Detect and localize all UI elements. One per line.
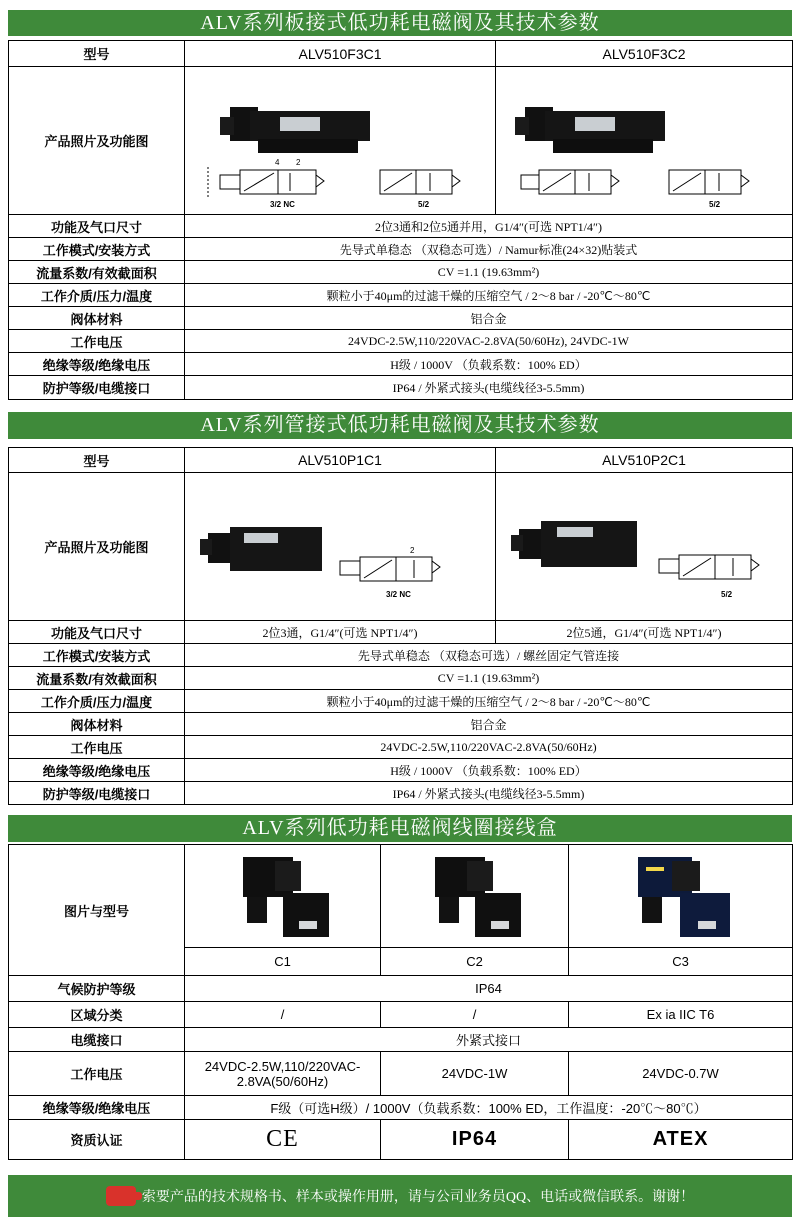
section1-table — [8, 40, 793, 400]
atex-mark — [569, 1120, 793, 1160]
spec-value: H级 / 1000V （负载系数：100% ED） — [185, 759, 793, 782]
spec-label: 工作介质/压力/温度 — [9, 284, 185, 307]
spec-label: 工作电压 — [9, 736, 185, 759]
pointing-hand-icon — [106, 1186, 136, 1206]
spec-value: 外紧式接口 — [185, 1028, 793, 1052]
section2-table — [8, 447, 793, 805]
spec-label: 阀体材料 — [9, 713, 185, 736]
svg-text:2: 2 — [296, 158, 301, 167]
spec-label: 工作模式/安装方式 — [9, 238, 185, 261]
spec-label: 资质认证 — [9, 1120, 185, 1160]
spec-value: 颗粒小于40μm的过滤干燥的压缩空气 / 2～8 bar / -20℃～80℃ — [185, 284, 793, 307]
valve-photo-diagram — [190, 473, 490, 617]
spec-value: 24VDC-2.5W,110/220VAC-2.8VA(50/60Hz) — [185, 736, 793, 759]
spec-value: / — [381, 1002, 569, 1028]
coil-c2-photo — [415, 847, 535, 943]
model-name: ALV510P2C1 — [496, 448, 793, 473]
coil-photo-cell — [185, 845, 381, 948]
spec-label: 绝缘等级/绝缘电压 — [9, 1096, 185, 1120]
spec-value: 24VDC-0.7W — [569, 1052, 793, 1096]
spec-label: 防护等级/电缆接口 — [9, 782, 185, 805]
spec-value: 铝合金 — [185, 713, 793, 736]
spec-value: 先导式单稳态 （双稳态可选）/ Namur标准(24×32)贴装式 — [185, 238, 793, 261]
spec-value: 24VDC-1W — [381, 1052, 569, 1096]
picture-label: 图片与型号 — [9, 845, 185, 976]
symbol-caption: 5/2 — [721, 590, 733, 599]
atex-logo: ATEX — [652, 1128, 709, 1150]
spec-label: 功能及气口尺寸 — [9, 621, 185, 644]
symbol-caption: 3/2 NC — [270, 200, 295, 209]
coil-model: C1 — [185, 948, 381, 976]
spec-label: 阀体材料 — [9, 307, 185, 330]
model-name: ALV510F3C2 — [496, 41, 793, 67]
spec-value: 2位3通和2位5通并用，G1/4″(可选 NPT1/4″) — [185, 215, 793, 238]
product-photo-cell — [185, 473, 496, 621]
spec-value: 2位5通，G1/4″(可选 NPT1/4″) — [496, 621, 793, 644]
spec-label: 工作电压 — [9, 330, 185, 353]
spec-value: / — [185, 1002, 381, 1028]
section1-title: ALV系列板接式低功耗电磁阀及其技术参数 — [8, 10, 792, 36]
model-label: 型号 — [9, 448, 185, 473]
spec-value: IP64 — [185, 976, 793, 1002]
spec-label: 功能及气口尺寸 — [9, 215, 185, 238]
valve-photo-diagram — [499, 67, 789, 211]
coil-c1-photo — [223, 847, 343, 943]
spec-label: 电缆接口 — [9, 1028, 185, 1052]
spec-value: 24VDC-2.5W,110/220VAC-2.8VA(50/60Hz) — [185, 1052, 381, 1096]
coil-model: C2 — [381, 948, 569, 976]
spec-label: 防护等级/电缆接口 — [9, 376, 185, 400]
spec-label: 流量系数/有效截面积 — [9, 667, 185, 690]
photo-label: 产品照片及功能图 — [9, 473, 185, 621]
ce-mark — [185, 1120, 381, 1160]
coil-model: C3 — [569, 948, 793, 976]
svg-text:4: 4 — [275, 158, 280, 167]
spec-value: CV =1.1 (19.63mm²) — [185, 261, 793, 284]
product-photo-cell — [496, 473, 793, 621]
ip64-mark — [381, 1120, 569, 1160]
contact-footer — [8, 1175, 792, 1217]
symbol-caption: 3/2 NC — [386, 590, 411, 599]
spec-value: 先导式单稳态 （双稳态可选）/ 螺丝固定气管连接 — [185, 644, 793, 667]
ce-logo: CE — [266, 1126, 299, 1152]
section3-table — [8, 844, 793, 1160]
spec-label: 绝缘等级/绝缘电压 — [9, 759, 185, 782]
symbol-caption: 5/2 — [418, 200, 430, 209]
spec-value: 24VDC-2.5W,110/220VAC-2.8VA(50/60Hz), 24VDC-1W — [185, 330, 793, 353]
ip64-logo: IP64 — [451, 1128, 498, 1150]
product-photo-cell — [496, 67, 793, 215]
model-name: ALV510F3C1 — [185, 41, 496, 67]
spec-value: 铝合金 — [185, 307, 793, 330]
spec-value: H级 / 1000V （负载系数：100% ED） — [185, 353, 793, 376]
spec-value: 2位3通，G1/4″(可选 NPT1/4″) — [185, 621, 496, 644]
spec-value: IP64 / 外紧式接头(电缆线径3-5.5mm) — [185, 782, 793, 805]
valve-photo-diagram — [190, 67, 490, 211]
spec-label: 区域分类 — [9, 1002, 185, 1028]
spec-value: 颗粒小于40μm的过滤干燥的压缩空气 / 2～8 bar / -20℃～80℃ — [185, 690, 793, 713]
spec-label: 气候防护等级 — [9, 976, 185, 1002]
spec-value: CV =1.1 (19.63mm²) — [185, 667, 793, 690]
model-label: 型号 — [9, 41, 185, 67]
spec-value: IP64 / 外紧式接头(电缆线径3-5.5mm) — [185, 376, 793, 400]
spec-label: 工作电压 — [9, 1052, 185, 1096]
footer-text: 索要产品的技术规格书、样本或操作用册，请与公司业务员QQ、电话或微信联系。谢谢！ — [141, 1190, 695, 1205]
section2-title: ALV系列管接式低功耗电磁阀及其技术参数 — [8, 412, 792, 439]
spec-label: 流量系数/有效截面积 — [9, 261, 185, 284]
spec-label: 工作介质/压力/温度 — [9, 690, 185, 713]
spec-value: Ex ia IIC T6 — [569, 1002, 793, 1028]
spec-value: F级（可选H级）/ 1000V（负载系数：100% ED，工作温度：-20℃～80℃） — [185, 1096, 793, 1120]
product-photo-cell — [185, 67, 496, 215]
spec-label: 绝缘等级/绝缘电压 — [9, 353, 185, 376]
photo-label: 产品照片及功能图 — [9, 67, 185, 215]
symbol-caption: 5/2 — [709, 200, 721, 209]
coil-c3-photo — [616, 847, 746, 943]
coil-photo-cell — [569, 845, 793, 948]
spec-label: 工作模式/安装方式 — [9, 644, 185, 667]
valve-photo-diagram — [499, 473, 789, 617]
model-name: ALV510P1C1 — [185, 448, 496, 473]
svg-text:2: 2 — [410, 546, 415, 555]
coil-photo-cell — [381, 845, 569, 948]
section3-title: ALV系列低功耗电磁阀线圈接线盒 — [8, 815, 792, 842]
